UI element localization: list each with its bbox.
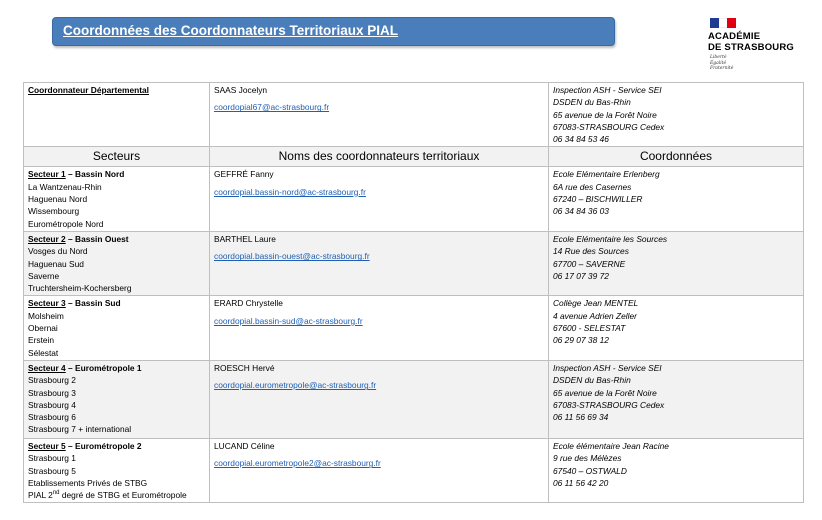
address-cell	[549, 231, 804, 295]
table-row	[24, 360, 804, 438]
address-cell	[549, 167, 804, 231]
sector-area: Erstein	[28, 335, 55, 346]
academie-logo	[708, 18, 808, 78]
coordinator-email-link[interactable]: coordopial.bassin-nord@ac-strasbourg.fr	[214, 186, 366, 197]
sector-area: Etablissements Privés de STBG	[28, 477, 148, 488]
logo-motto: Liberté Égalité Fraternité	[710, 55, 734, 71]
address-line: Ecole Elémentaire les Sources	[553, 233, 668, 244]
sector-area: Strasbourg 2	[28, 375, 76, 386]
sector-area: Saverne	[28, 270, 60, 281]
logo-line-2: DE STRASBOURG	[708, 42, 794, 53]
dept-name: SAAS Jocelyn	[214, 85, 268, 95]
address-cell	[549, 296, 804, 360]
col-header-secteurs: Secteurs	[24, 147, 210, 167]
french-flag-icon	[710, 18, 736, 28]
address-line: 06 34 84 36 03	[553, 206, 609, 217]
address-line: 06 29 07 38 12	[553, 335, 609, 346]
address-line: Ecole Elémentaire Erlenberg	[553, 169, 660, 180]
table-row	[24, 231, 804, 295]
sector-title: Secteur 1 – Bassin Nord	[28, 169, 125, 180]
address-line: 65 avenue de la Forêt Noire	[553, 387, 657, 398]
coordinator-email-link[interactable]: coordopial.bassin-sud@ac-strasbourg.fr	[214, 315, 363, 326]
table-header-row	[24, 147, 804, 167]
sector-title: Secteur 4 – Eurométropole 1	[28, 362, 142, 373]
page-title-banner	[52, 17, 615, 46]
coordinator-name: ERARD Chrystelle	[214, 298, 283, 309]
address-line: Inspection ASH - Service SEI	[553, 362, 662, 373]
address-line: 67600 - SELESTAT	[553, 323, 626, 334]
address-line: Inspection ASH - Service SEI	[553, 85, 662, 95]
address-line: 06 11 56 69 34	[553, 412, 609, 423]
address-line: 67083-STRASBOURG Cedex	[553, 121, 665, 132]
sector-area: Eurométropole Nord	[28, 218, 104, 229]
sector-area: Haguenau Nord	[28, 194, 88, 205]
table-row	[24, 438, 804, 502]
dept-label: Coordonnateur Départemental	[28, 85, 149, 95]
coordinator-email-link[interactable]: coordopial.eurometropole@ac-strasbourg.fr	[214, 380, 377, 391]
sector-cell	[24, 231, 210, 295]
coordinators-table	[23, 82, 804, 503]
sector-area: Vosges du Nord	[28, 246, 88, 257]
sector-title: Secteur 3 – Bassin Sud	[28, 298, 121, 309]
sector-area: Sélestat	[28, 347, 59, 358]
table-row	[24, 167, 804, 231]
coordinator-cell	[210, 231, 549, 295]
address-line: 67700 – SAVERNE	[553, 258, 626, 269]
dept-email-link[interactable]: coordopial67@ac-strasbourg.fr	[214, 102, 330, 113]
table-row	[24, 296, 804, 360]
coordinator-cell	[210, 167, 549, 231]
address-line: 06 34 84 53 46	[553, 134, 609, 145]
coordinator-email-link[interactable]: coordopial.bassin-ouest@ac-strasbourg.fr	[214, 251, 370, 262]
address-line: 67240 – BISCHWILLER	[553, 194, 643, 205]
address-line: DSDEN du Bas-Rhin	[553, 97, 631, 108]
sector-area: Molsheim	[28, 310, 64, 321]
address-cell	[549, 438, 804, 502]
address-line: 67540 – OSTWALD	[553, 465, 627, 476]
sector-cell	[24, 438, 210, 502]
sector-title: Secteur 2 – Bassin Ouest	[28, 233, 129, 244]
address-line: 4 avenue Adrien Zeller	[553, 310, 637, 321]
sector-area: PIAL 2nd degré de STBG et Eurométropole	[28, 490, 187, 501]
address-cell	[549, 360, 804, 438]
sector-area: Strasbourg 1	[28, 453, 76, 464]
coordinator-cell	[210, 438, 549, 502]
address-line: 06 17 07 39 72	[553, 270, 609, 281]
coordinator-email-link[interactable]: coordopial.eurometropole2@ac-strasbourg.fr	[214, 458, 381, 469]
sector-area: Strasbourg 5	[28, 465, 76, 476]
sector-area: Strasbourg 6	[28, 412, 76, 423]
logo-line-1: ACADÉMIE	[708, 31, 761, 42]
coordinator-name: LUCAND Céline	[214, 440, 275, 451]
dept-label-cell	[24, 83, 210, 147]
page-title: Coordonnées des Coordonnateurs Territoriaux PIAL	[63, 23, 399, 38]
table-row-departemental	[24, 83, 804, 147]
sector-area: Strasbourg 7 + international	[28, 424, 132, 435]
coordinator-name: BARTHEL Laure	[214, 233, 276, 244]
address-line: 9 rue des Mélèzes	[553, 453, 622, 464]
sector-area: Strasbourg 4	[28, 399, 76, 410]
address-line: Ecole élémentaire Jean Racine	[553, 440, 669, 451]
sector-title: Secteur 5 – Eurométropole 2	[28, 440, 142, 451]
sector-cell	[24, 296, 210, 360]
dept-contact-cell	[210, 83, 549, 147]
coordinator-name: ROESCH Hervé	[214, 362, 275, 373]
col-header-coordonnees: Coordonnées	[549, 147, 804, 167]
dept-address-cell	[549, 83, 804, 147]
address-line: 65 avenue de la Forêt Noire	[553, 109, 657, 120]
sector-cell	[24, 360, 210, 438]
address-line: DSDEN du Bas-Rhin	[553, 375, 631, 386]
address-line: Collège Jean MENTEL	[553, 298, 639, 309]
col-header-noms: Noms des coordonnateurs territoriaux	[210, 147, 549, 167]
address-line: 14 Rue des Sources	[553, 246, 629, 257]
address-line: 6A rue des Casernes	[553, 181, 632, 192]
sector-area: Obernai	[28, 323, 58, 334]
sector-area: Wissembourg	[28, 206, 80, 217]
sector-area: Haguenau Sud	[28, 258, 84, 269]
sector-cell	[24, 167, 210, 231]
coordinator-cell	[210, 360, 549, 438]
address-line: 06 11 56 42 20	[553, 477, 609, 488]
coordinator-cell	[210, 296, 549, 360]
sector-area: Strasbourg 3	[28, 387, 76, 398]
coordinator-name: GEFFRÉ Fanny	[214, 169, 274, 180]
sector-area: Truchtersheim-Kochersberg	[28, 283, 132, 294]
address-line: 67083-STRASBOURG Cedex	[553, 399, 665, 410]
sector-area: La Wantzenau-Rhin	[28, 181, 102, 192]
